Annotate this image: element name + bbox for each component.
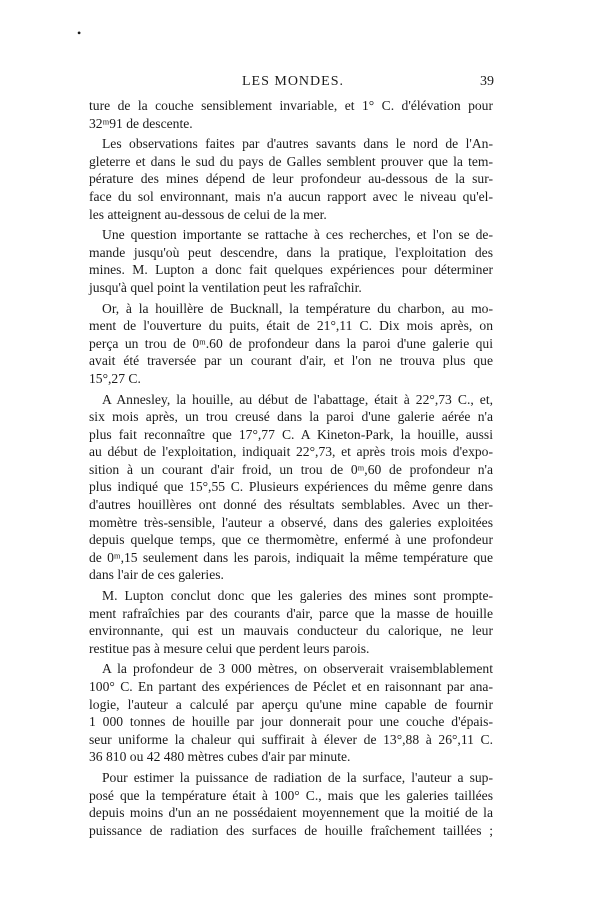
- text-line: les atteignent au-dessous de celui de la mer.: [89, 206, 327, 222]
- text-line: ture de la couche sensiblement invariable, et 1° C. d'élévation pour: [89, 98, 493, 113]
- text-line: depuis quelque temps, que ce thermomètre, enfermé à une profondeur: [89, 532, 493, 548]
- text-line: 1 000 tonnes de houille par jour donnerait pour une couche d'épais-: [89, 714, 493, 730]
- text-line: 15°,27 C.: [89, 370, 141, 386]
- text-line: seur uniforme la chaleur qui suffirait à élever de 13°,88 à 26°,11 C.: [89, 731, 493, 747]
- text-line: avait été traversée par un courant d'air, et l'on ne trouva plus que: [89, 353, 493, 369]
- body-text: [89, 97, 493, 839]
- page-number: 39: [480, 74, 494, 89]
- printer-mark: •: [77, 26, 82, 40]
- text-line: gleterre et dans le sud du pays de Galles semblent prouver que la tem-: [89, 153, 493, 169]
- text-line: dans l'air de ces galeries.: [89, 567, 224, 583]
- text-line: 32ᵐ91 de descente.: [89, 115, 193, 131]
- text-line: environnante, qui est un mauvais conducteur du calorique, ne leur: [89, 623, 493, 639]
- text-line: depuis moins d'un an ne possédaient moyennement que la moitié de la: [89, 805, 493, 821]
- text-line: face du sol environnant, mais n'a aucun rapport avec le niveau qu'el-: [89, 188, 493, 204]
- text-line: momètre très-sensible, l'auteur a observé, dans des galeries exploitées: [89, 514, 493, 530]
- text-line: Or, à la houillère de Bucknall, la température du charbon, au mo-: [102, 300, 493, 316]
- page-header: [92, 74, 494, 92]
- text-line: plus fait reconnaître que 17°,77 C. A Kineton-Park, la houille, aussi: [89, 426, 493, 442]
- text-line: jusqu'à quel point la ventilation peut les rafraîchir.: [89, 279, 362, 295]
- text-line: perça un trou de 0ᵐ.60 de profondeur dans la paroi d'une galerie qui: [89, 335, 493, 351]
- text-line: logie, l'auteur a calculé par aperçu qu'une mine capable de fournir: [89, 696, 493, 712]
- text-line: ment rafraîchies par des courants d'air, parce que la masse de houille: [89, 605, 493, 621]
- text-line: M. Lupton conclut donc que les galeries des mines sont prompte-: [102, 588, 493, 604]
- text-line: 100° C. En partant des expériences de Péclet et en raisonnant par ana-: [89, 679, 493, 694]
- text-line: puissance de radiation des surfaces de houille fraîchement taillées ;: [89, 822, 493, 838]
- text-line: Une question importante se rattache à ces recherches, et l'on se de-: [102, 227, 493, 243]
- text-line: mines. M. Lupton a donc fait quelques expériences pour déterminer: [89, 262, 493, 278]
- text-line: ment de l'ouverture du puits, était de 21°,11 C. Dix mois après, on: [89, 318, 493, 334]
- text-line: A Annesley, la houille, au début de l'abattage, était à 22°,73 C., et,: [102, 391, 493, 407]
- text-line: restitue pas à mesure celui que perdent leurs parois.: [89, 640, 370, 656]
- running-title: LES MONDES.: [241, 74, 344, 89]
- text-line: plus indiqué que 15°,55 C. Plusieurs expériences du même genre dans: [89, 479, 493, 495]
- text-line: au début de l'exploitation, indiquait 22°,73, et après trois mois d'expo-: [89, 444, 493, 460]
- text-line: pérature des mines dépend de leur profondeur au-dessous de la sur-: [89, 171, 493, 187]
- text-line: sition à un courant d'air froid, un trou de 0ᵐ,60 de profondeur n'a: [89, 461, 493, 477]
- text-line: d'autres houillères ont donné des résultats semblables. Avec un ther-: [89, 497, 493, 513]
- text-line: mande jusqu'où peut descendre, dans la pratique, l'exploitation des: [89, 244, 493, 260]
- text-line: six mois après, un trou creusé dans la paroi d'une galerie aérée n'a: [89, 409, 493, 425]
- text-line: A la profondeur de 3 000 mètres, on observerait vraisemblablement: [102, 661, 493, 677]
- text-line: Pour estimer la puissance de radiation de la surface, l'auteur a sup-: [102, 769, 493, 785]
- text-line: 36 810 ou 42 480 mètres cubes d'air par minute.: [89, 749, 351, 765]
- text-line: Les observations faites par d'autres savants dans le nord de l'An-: [102, 136, 493, 152]
- text-line: de 0ᵐ,15 seulement dans les parois, indiquait la même température que: [89, 549, 493, 565]
- text-line: posé que la température était à 100° C., mais que les galeries taillées: [89, 787, 493, 803]
